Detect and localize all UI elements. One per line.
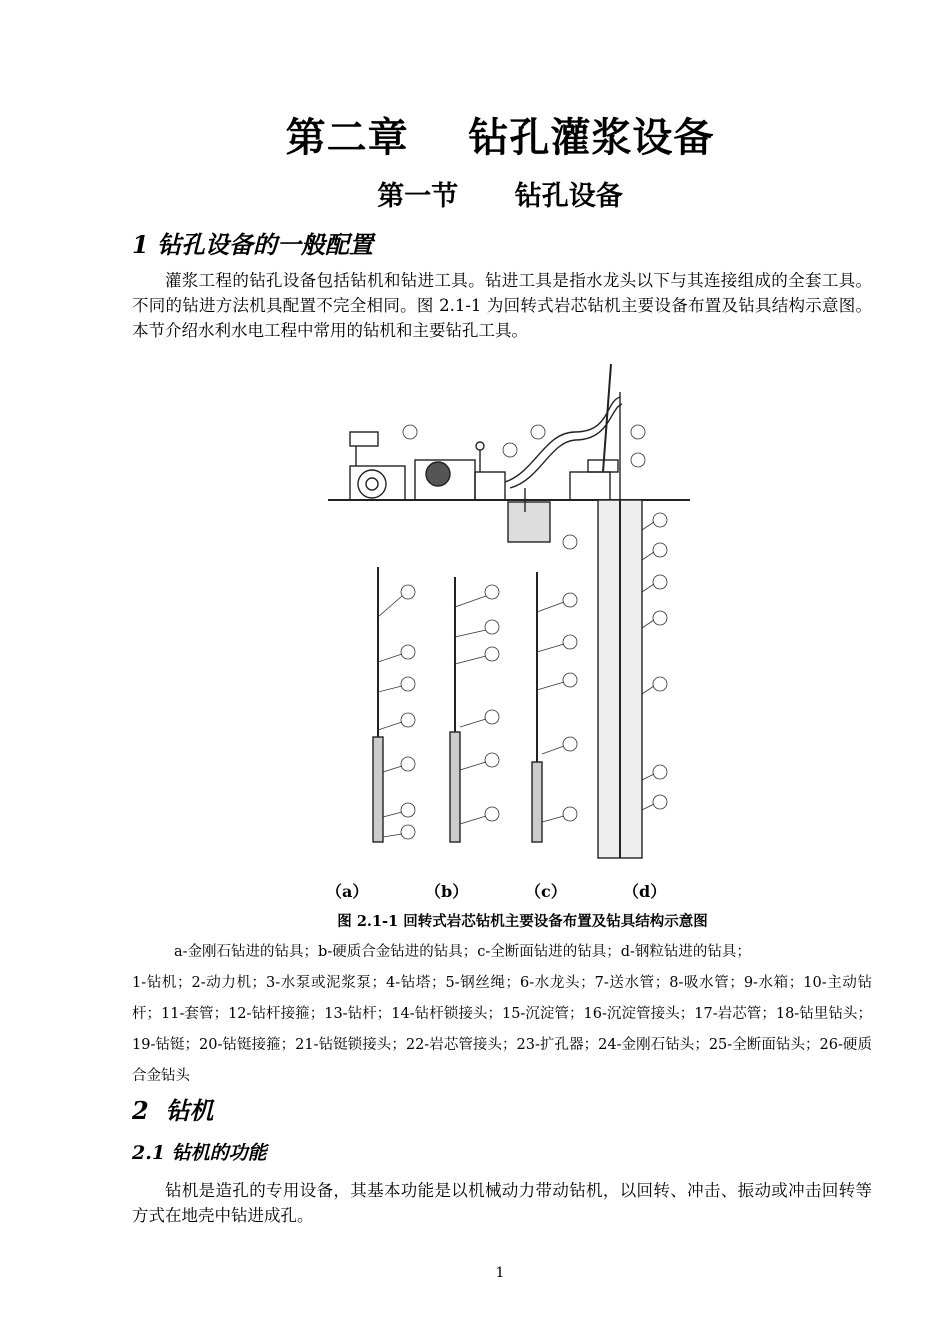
intro-paragraph [132, 268, 872, 343]
heading-general-configuration: 1 钻孔设备的一般配置 [132, 230, 374, 259]
figure-legend-items: 1-钻机；2-动力机；3-水泵或泥浆泵；4-钻塔；5-钢丝绳；6-水龙头；7-送水管；8-吸水管；9-水箱；10-主动钻杆；11-套管；12-钻杆接箍；13-钻杆；14-钻杆锁接头；15-沉淀管；16-沉淀管接头；17-岩芯管；18-钻里钻头；19-钻铤；20-钻铤接箍；21-钻铤锁接头；22-岩芯管接头；23-扩孔器；24-金刚石钻头；25-全断面钻头；26-硬质合金钻头 [132, 975, 872, 1084]
chapter-title: 第二章 钻孔灌浆设备 [285, 114, 715, 161]
heading-machine-function: 2.1 钻机的功能 [132, 1142, 267, 1164]
figure-label-b: （b） [425, 882, 469, 901]
figure-legend-line-1: a-金刚石钻进的钻具；b-硬质合金钻进的钻具；c-全断面钻进的钻具；d-钢粒钻进的钻具； [174, 944, 751, 960]
function-paragraph [132, 1178, 872, 1228]
function-paragraph-text: 钻机是造孔的专用设备，其基本功能是以机械动力带动钻机，以回转、冲击、振动或冲击回转等方式在地壳中钻进成孔。 [132, 1181, 872, 1225]
figure-label-c: （c） [525, 882, 567, 901]
figure-legend [132, 937, 872, 1092]
drilling-equipment-figure [320, 362, 700, 862]
intro-paragraph-text: 灌浆工程的钻孔设备包括钻机和钻进工具。钻进工具是指水龙头以下与其连接组成的全套工具。不同的钻进方法机具配置不完全相同。图 2.1-1 为回转式岩芯钻机主要设备布置及钻具结构示意图。本节介绍水利水电工程中常用的钻机和主要钻孔工具。 [132, 271, 872, 340]
heading-drilling-machine: 2 钻机 [132, 1096, 214, 1125]
figure-label-d: （d） [623, 882, 667, 901]
section-title: 第一节 钻孔设备 [377, 181, 623, 212]
figure-caption: 图 2.1-1 回转式岩芯钻机主要设备布置及钻具结构示意图 [337, 913, 708, 930]
page-number: 1 [495, 1265, 505, 1281]
figure-label-a: （a） [326, 882, 369, 901]
